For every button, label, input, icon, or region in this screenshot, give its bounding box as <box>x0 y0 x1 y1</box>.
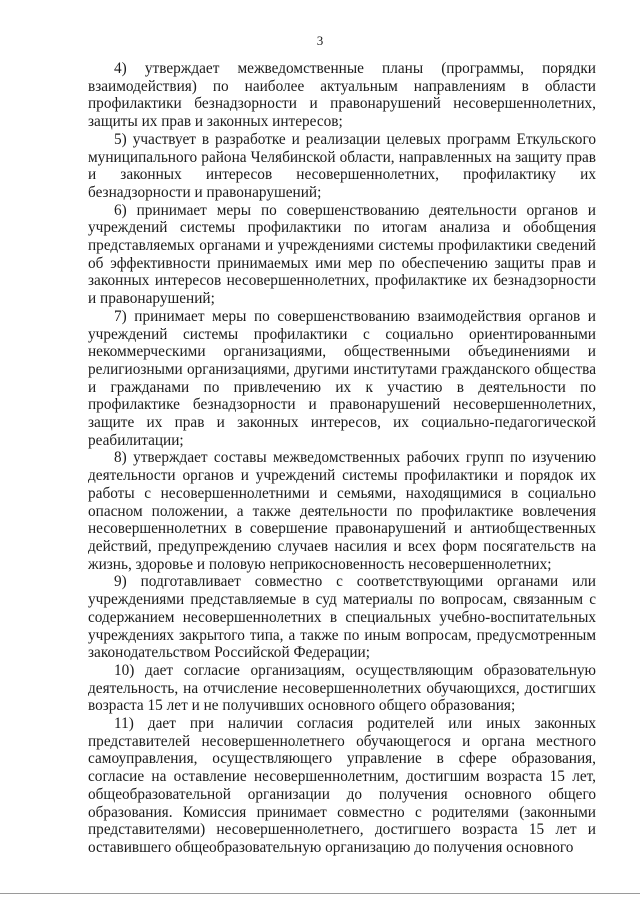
paragraph-item-9: 9) подготавливает совместно с соответствующими органами или учреждениями представляемые в суд материалы по вопросам, связанным с содержанием несовершеннолетних в специальных учебно-воспитательных учреждениях закрытого типа, а также по иным вопросам, предусмотренным законодательством Российской Федерации; <box>88 573 596 662</box>
paragraph-item-11: 11) дает при наличии согласия родителей или иных законных представителей несовершеннолетнего обучающегося и органа местного самоуправления, осуществляющего управление в сфере образования, согласие на оставление несовершеннолетним, достигшим возраста 15 лет, общеобразовательной организации до получения основного общего образования. Комиссия принимает совместно с родителями (законными представителями) несовершеннолетнего, достигшего возраста 15 лет и оставившего общеобразовательную организацию до получения основного <box>88 715 596 856</box>
paragraph-item-5: 5) участвует в разработке и реализации целевых программ Еткульского муниципального района Челябинской области, направленных на защиту прав и законных интересов несовершеннолетних, профилактику их безнадзорности и правонарушений; <box>88 130 596 201</box>
paragraph-item-4: 4) утверждает межведомственные планы (программы, порядки взаимодействия) по наиболее актуальным направлениям в области профилактики безнадзорности и правонарушений несовершеннолетних, защиты их прав и законных интересов; <box>88 60 596 131</box>
page-bottom-divider <box>0 893 640 894</box>
paragraph-item-6: 6) принимает меры по совершенствованию деятельности органов и учреждений системы профилактики по итогам анализа и обобщения представляемых органами и учреждениями системы профилактики сведений об эффективности принимаемых ими мер по обеспечению защиты прав и законных интересов несовершеннолетних, профилактике их безнадзорности и правонарушений; <box>88 201 596 308</box>
paragraph-item-8: 8) утверждает составы межведомственных рабочих групп по изучению деятельности органов и учреждений системы профилактики и порядок их работы с несовершеннолетними и семьями, находящимися в социально опасном положении, а также деятельности по профилактике вовлечения несовершеннолетних в совершение правонарушений и антиобщественных действий, предупреждению случаев насилия и всех форм посягательств на жизнь, здоровье и половую неприкосновенность несовершеннолетних; <box>88 449 596 573</box>
paragraph-item-7: 7) принимает меры по совершенствованию взаимодействия органов и учреждений системы профилактики с социально ориентированными некоммерческими организациями, общественными объединениями и религиозными организациями, другими институтами гражданского общества и гражданами по привлечению их к участию в деятельности по профилактике безнадзорности и правонарушений несовершеннолетних, защите их прав и законных интересов, их социально-педагогической реабилитации; <box>88 307 596 449</box>
paragraph-item-10: 10) дает согласие организациям, осуществляющим образовательную деятельность, на отчисление несовершеннолетних обучающихся, достигших возраста 15 лет и не получивших основного общего образования; <box>88 661 596 715</box>
page-number: 3 <box>316 33 324 48</box>
document-body <box>88 60 596 857</box>
